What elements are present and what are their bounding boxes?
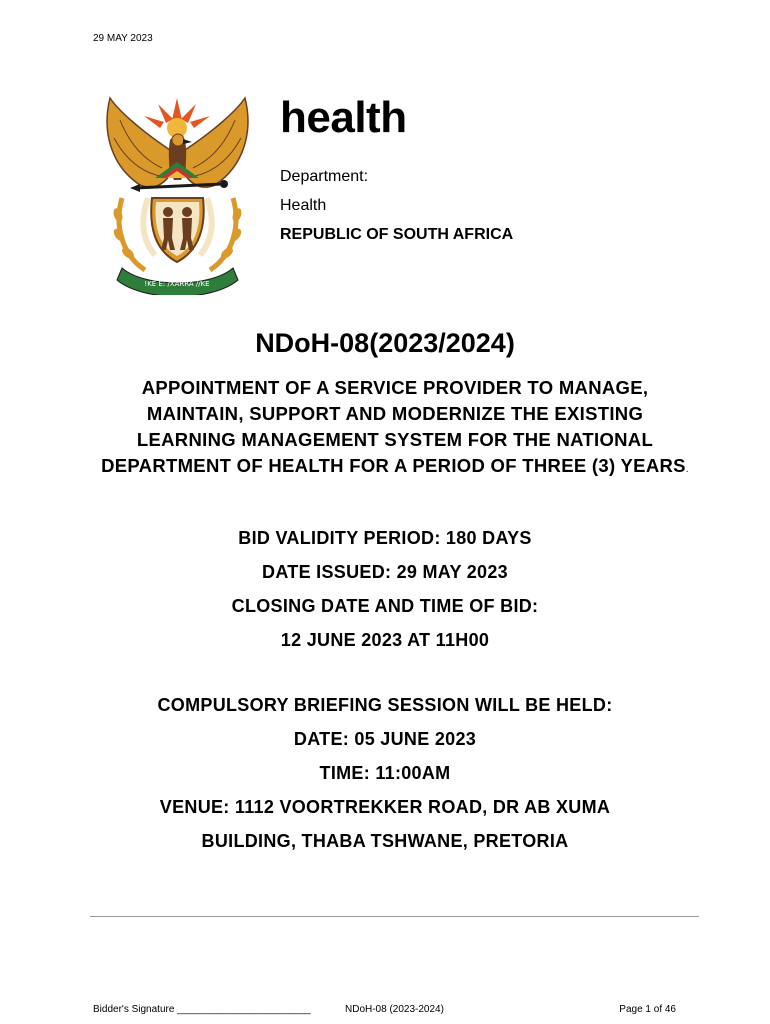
footer-page-number: Page 1 of 46	[619, 1004, 676, 1015]
footer-signature: Bidder's Signature ________________________	[93, 1004, 311, 1015]
closing-label: CLOSING DATE AND TIME OF BID:	[231, 596, 539, 616]
footer-reference: NDoH-08 (2023-2024)	[345, 1004, 444, 1015]
document-title	[100, 375, 690, 483]
header-date: 29 MAY 2023	[93, 33, 153, 44]
document-reference: NDoH-08(2023/2024)	[255, 328, 515, 358]
country-name: REPUBLIC OF SOUTH AFRICA	[280, 226, 514, 243]
motto-text: !KE E: /XARRA //KE	[144, 280, 210, 288]
brand-word: health	[280, 93, 407, 142]
department-label: Department:	[280, 168, 369, 185]
briefing-venue-line-1: VENUE: 1112 VOORTREKKER ROAD, DR AB XUMA	[159, 797, 611, 817]
briefing-time: TIME: 11:00AM	[319, 763, 451, 783]
bid-validity: BID VALIDITY PERIOD: 180 DAYS	[238, 528, 532, 548]
coat-of-arms-logo	[100, 90, 255, 295]
briefing-date: DATE: 05 JUNE 2023	[293, 729, 477, 749]
bid-details	[0, 521, 770, 657]
briefing-details	[0, 688, 770, 858]
briefing-venue-line-2: BUILDING, THABA TSHWANE, PRETORIA	[201, 831, 569, 851]
document-title-text: APPOINTMENT OF A SERVICE PROVIDER TO MANAGE, MAINTAIN, SUPPORT AND MODERNIZE THE EXISTING LEARNING MANAGEMENT SYSTEM FOR THE NATIONAL DEPARTMENT OF HEALTH FOR A PERIOD OF THREE (3) YEARS	[101, 377, 686, 476]
document-title-end: .	[685, 464, 689, 475]
date-issued: DATE ISSUED: 29 MAY 2023	[262, 562, 508, 582]
brand-block	[280, 92, 513, 249]
briefing-heading: COMPULSORY BRIEFING SESSION WILL BE HELD:	[157, 695, 613, 715]
closing-value: 12 JUNE 2023 AT 11H00	[280, 630, 490, 650]
footer-divider	[90, 916, 699, 917]
department-name: Health	[280, 197, 327, 214]
